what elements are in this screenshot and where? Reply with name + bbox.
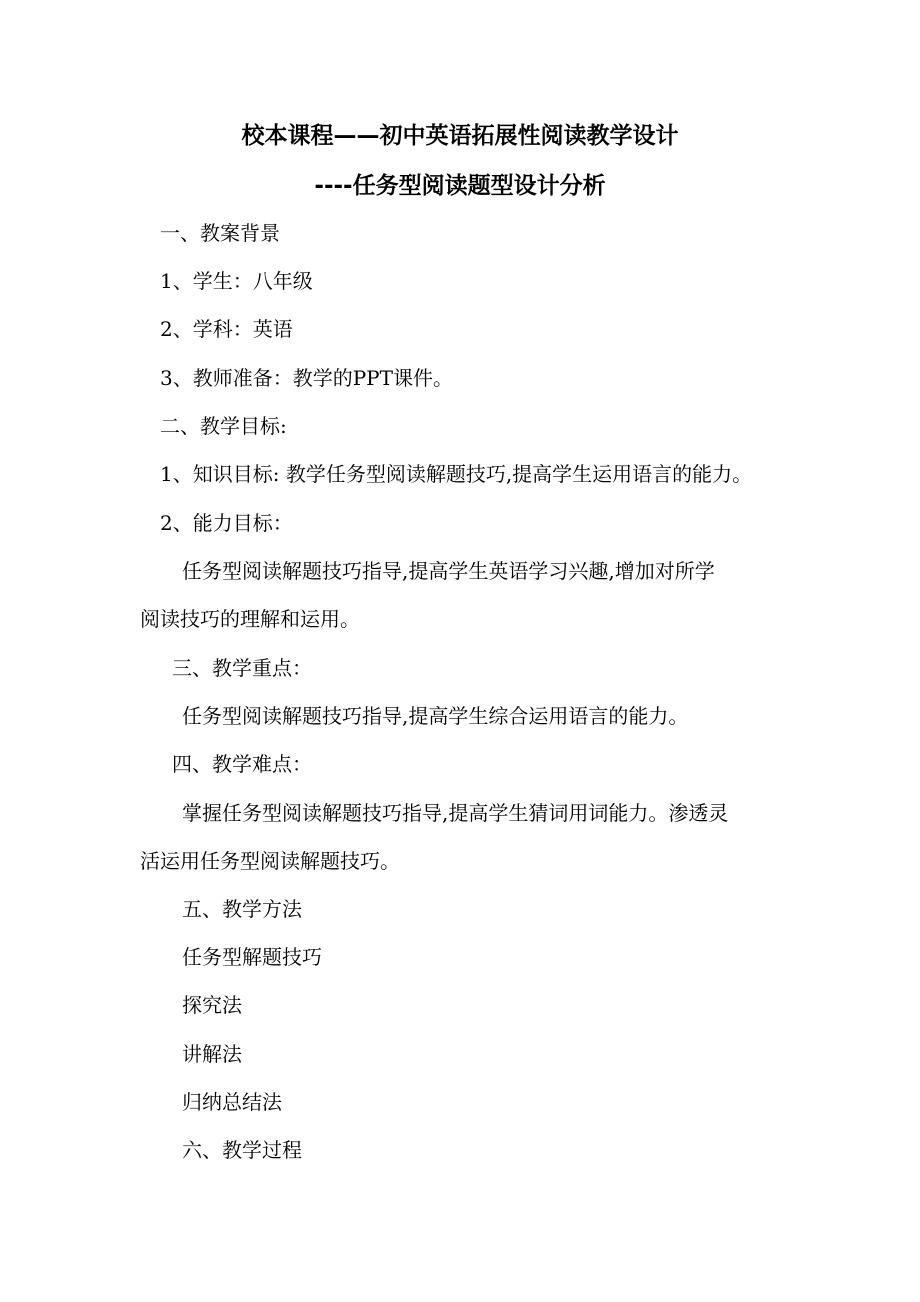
list-item: 归纳总结法 [182, 1090, 282, 1114]
document-subtitle: ----任务型阅读题型设计分析 [314, 173, 606, 199]
list-item: 讲解法 [182, 1042, 242, 1066]
section-heading-background: 一、教案背景 [160, 221, 280, 245]
paragraph-line: 掌握任务型阅读解题技巧指导,提高学生猜词用词能力。渗透灵 [182, 801, 729, 825]
document-title: 校本课程——初中英语拓展性阅读教学设计 [241, 123, 679, 149]
list-item: 探究法 [182, 993, 242, 1017]
paragraph-line: 任务型阅读解题技巧指导,提高学生综合运用语言的能力。 [182, 704, 689, 728]
section-heading-objectives: 二、教学目标: [160, 414, 287, 438]
text-line-teacher-prep: 3、教师准备：教学的PPT课件。 [160, 366, 453, 390]
text-line-ability-objective: 2、能力目标： [160, 511, 293, 535]
paragraph-line: 活运用任务型阅读解题技巧。 [140, 849, 400, 873]
text-line-knowledge-objective: 1、知识目标: 教学任务型阅读解题技巧,提高学生运用语言的能力。 [160, 462, 753, 486]
list-item: 任务型解题技巧 [182, 945, 322, 969]
paragraph-line: 任务型阅读解题技巧指导,提高学生英语学习兴趣,增加对所学 [182, 559, 715, 583]
section-heading-process: 六、教学过程 [182, 1138, 302, 1162]
section-heading-methods: 五、教学方法 [182, 897, 302, 921]
text-line-student: 1、学生：八年级 [160, 269, 313, 293]
paragraph-line: 阅读技巧的理解和运用。 [140, 607, 360, 631]
text-line-subject: 2、学科：英语 [160, 317, 293, 341]
section-heading-key-points: 三、教学重点： [172, 656, 312, 680]
section-heading-difficulties: 四、教学难点： [172, 752, 312, 776]
